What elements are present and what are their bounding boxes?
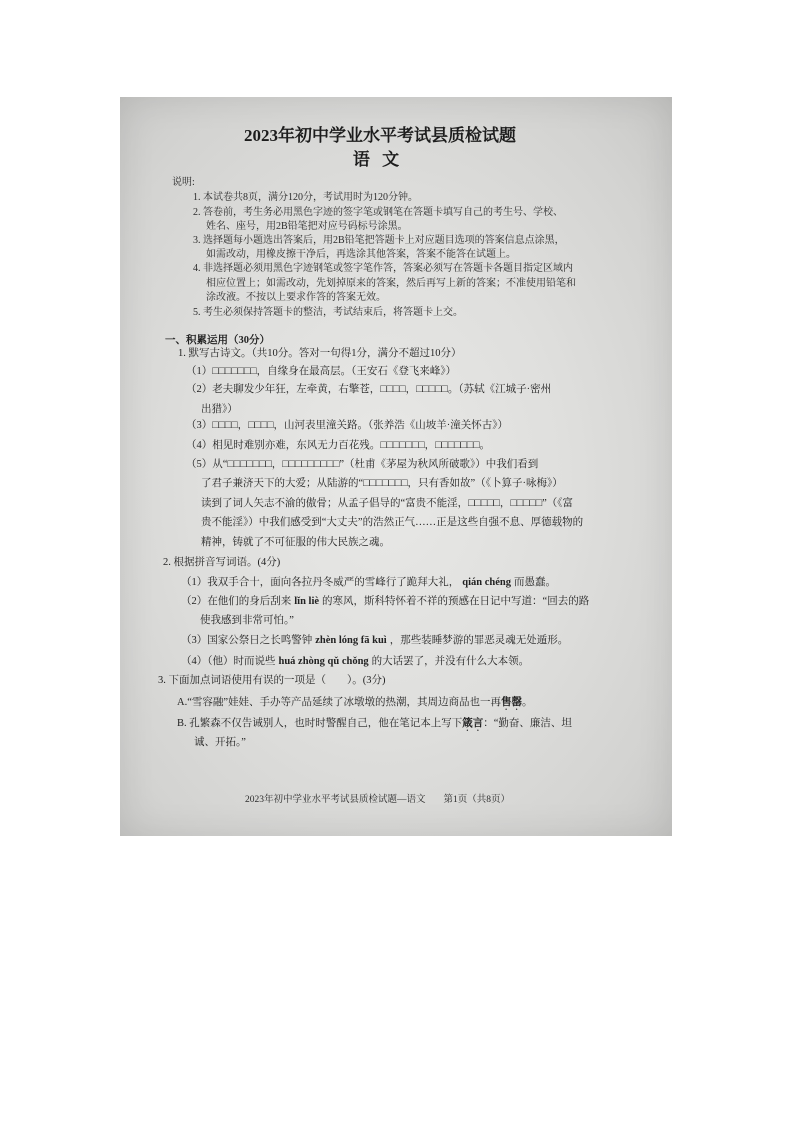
page-footer (245, 794, 510, 806)
question-1-line: 精神，铸就了不可征服的伟大民族之魂。 (201, 537, 390, 548)
instruction-line: 3. 选择题每小题选出答案后，用2B铅笔把答题卡上对应题目选项的答案信息点涂黑， (193, 235, 565, 246)
question-1-line: （2）老夫聊发少年狂，左牵黄，右擎苍，□□□□，□□□□□。（苏轼《江城子·密州 (186, 384, 552, 395)
item-text: 的寒风，斯科特怀着不祥的预感在日记中写道：“回去的路 (322, 596, 590, 607)
instruction-line: 姓名、座号，用2B铅笔把对应号码标号涂黑。 (206, 221, 408, 232)
option-text: A.“雪容融”娃娃、手办等产品延续了冰墩墩的热潮，其周边商品也一再 (177, 697, 502, 708)
instruction-line: 1. 本试卷共8页，满分120分，考试用时为120分钟。 (193, 192, 418, 203)
footer-page-number: 第1页（共8页） (443, 795, 511, 805)
instruction-line: 如需改动，用橡皮擦干净后，再选涂其他答案，答案不能答在试题上。 (206, 249, 516, 260)
question-1-stem: 1. 默写古诗文。（共10分。答对一句得1分，满分不超过10分） (178, 348, 462, 359)
instruction-line: 涂改液。不按以上要求作答的答案无效。 (206, 292, 386, 303)
question-2-item (181, 655, 529, 669)
exam-title: 2023年初中学业水平考试县质检试题 (244, 126, 516, 145)
question-3-option-b-continuation: 诚、开拓。” (194, 737, 246, 748)
item-text: 的大话罢了，并没有什么大本领。 (371, 656, 530, 667)
question-1-line: 贵不能淫》）中我们感受到“大丈夫”的浩然正气……正是这些自强不息、厚德载物的 (201, 517, 584, 528)
item-text: （1）我双手合十，面向各拉丹冬威严的雪峰行了跪拜大礼， (181, 577, 460, 588)
question-1-line: 出猎》） (201, 404, 238, 415)
question-2-item (181, 595, 589, 609)
question-2-item (181, 634, 568, 648)
question-3-stem: 3. 下面加点词语使用有误的一项是（ ）。(3分) (158, 675, 386, 686)
question-1-line: 了君子兼济天下的大爱；从陆游的“□□□□□□□，只有香如故”（《卜算子·咏梅》） (201, 478, 563, 489)
question-1-line: （4）相见时难别亦难，东风无力百花残。□□□□□□□，□□□□□□□。 (186, 440, 491, 451)
dotted-word: 箴言 (462, 718, 484, 729)
instruction-line: 5. 考生必须保持答题卡的整洁，考试结束后，将答题卡上交。 (193, 307, 463, 318)
section-heading: 一、积累运用（30分） (165, 335, 270, 346)
question-2-stem: 2. 根据拼音写词语。(4分) (163, 557, 281, 568)
footer-exam-name: 2023年初中学业水平考试县质检试题—语文 (245, 795, 426, 805)
question-3-option-b (177, 717, 572, 734)
dotted-word: 售罄 (501, 697, 523, 708)
option-text: 。 (522, 697, 533, 708)
instructions-label: 说明: (172, 177, 195, 188)
item-text: （2）在他们的身后刮来 (181, 596, 292, 607)
question-1-line: （5）从“□□□□□□□，□□□□□□□□□”（杜甫《茅屋为秋风所破歌》）中我们看到 (186, 459, 539, 470)
question-1-line: 读到了词人矢志不渝的傲骨；从孟子倡导的“富贵不能淫，□□□□□，□□□□□”（《富 (201, 498, 573, 509)
option-text: ：“勤奋、廉洁、坦 (483, 718, 572, 729)
item-text: （4）（他）时而说些 (181, 656, 276, 667)
item-text: 而愚蠢。 (513, 577, 556, 588)
instruction-line: 4. 非选择题必须用黑色字迹钢笔或签字笔作答，答案必须写在答题卡各题目指定区域内 (193, 263, 573, 274)
subject-title: 语 文 (352, 150, 404, 169)
question-1-line: （3）□□□□，□□□□，山河表里潼关路。（张养浩《山坡羊·潼关怀古》） (186, 420, 508, 431)
item-text: （3）国家公祭日之长鸣警钟 (181, 635, 313, 646)
option-text: B. 孔繁森不仅告诫别人，也时时警醒自己，他在笔记本上写下 (177, 718, 463, 729)
instruction-line: 2. 答卷前，考生务必用黑色字迹的签字笔或钢笔在答题卡填写自己的考生号、学校、 (193, 207, 563, 218)
item-text: ，那些装睡梦游的罪恶灵魂无处遁形。 (389, 635, 569, 646)
pinyin: huá zhòng qǔ chǒng (278, 656, 369, 667)
question-2-item (181, 576, 556, 590)
exam-paper-photo (120, 97, 672, 836)
pinyin: qián chéng (462, 577, 511, 588)
pinyin: zhèn lóng fā kuì (315, 635, 387, 646)
question-3-option-a (177, 696, 533, 713)
question-2-item-continuation: 使我感到非常可怕。” (200, 615, 294, 626)
pinyin: lǐn liè (294, 596, 320, 607)
question-1-line: （1）□□□□□□□，自缘身在最高层。（王安石《登飞来峰》） (186, 366, 457, 377)
instruction-line: 相应位置上；如需改动，先划掉原来的答案，然后再写上新的答案；不准使用铅笔和 (206, 278, 576, 289)
